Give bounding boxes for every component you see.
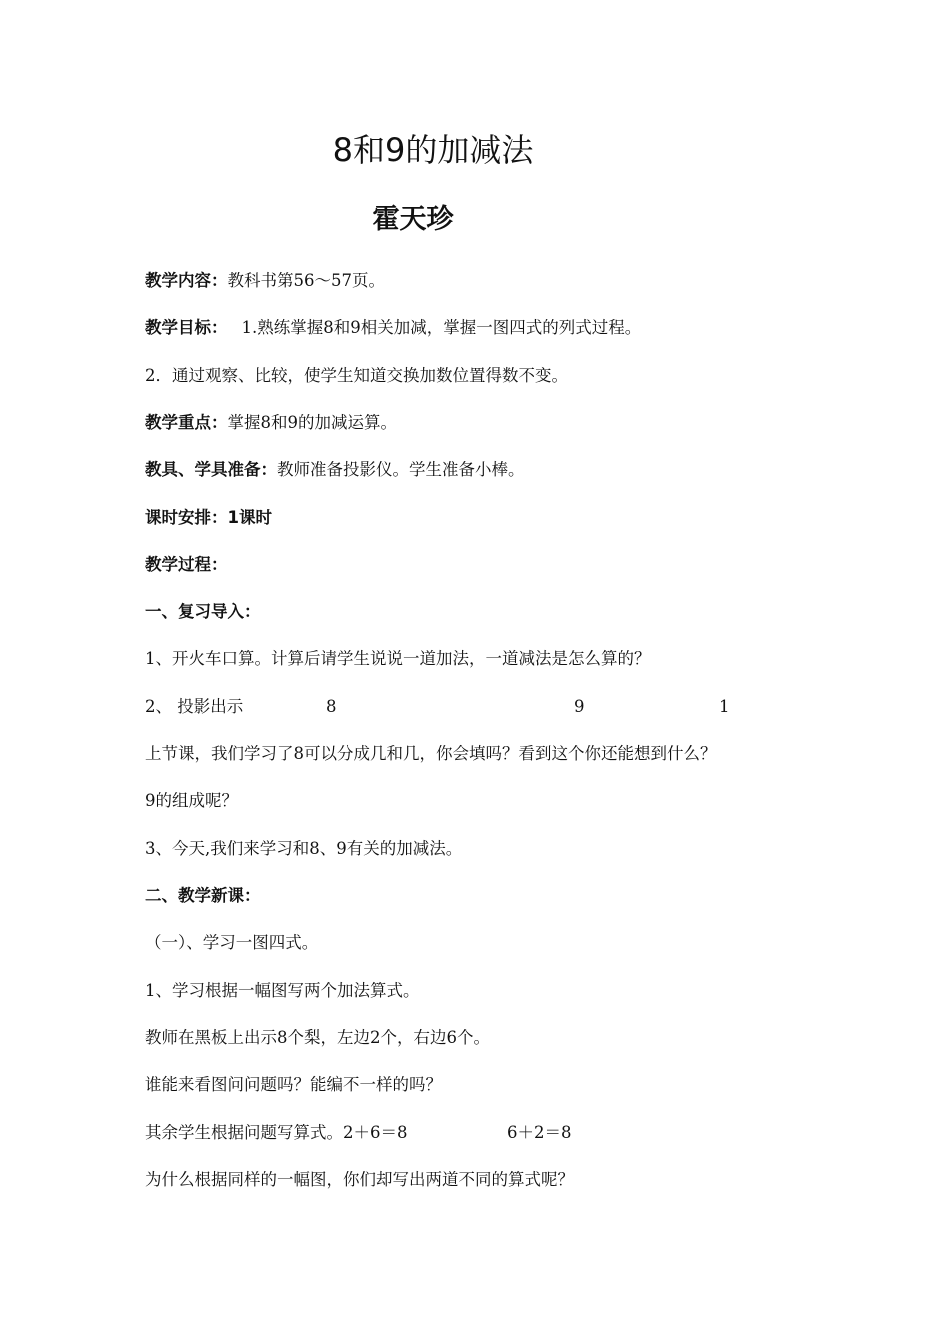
section1-item1: 1、开火车口算。计算后请学生说说一道加法，一道减法是怎么算的？	[145, 649, 651, 668]
teaching-goal-label: 教学目标：	[145, 318, 228, 337]
teaching-goal	[145, 316, 641, 340]
projection-number-9: 9	[574, 697, 585, 716]
section1-item2-label: 2、 投影出示	[145, 697, 244, 716]
section1-para2: 9的组成呢？	[145, 791, 238, 810]
author-name: 霍天珍	[372, 204, 454, 235]
projection-number-8: 8	[326, 697, 337, 716]
section2-item1: 1、学习根据一幅图写两个加法算式。	[145, 981, 420, 1000]
section2-line3-equation-b: 6＋2＝8	[507, 1123, 572, 1142]
section2-line3	[145, 1121, 408, 1145]
section1-para1: 上节课，我们学习了8可以分成几和几，你会填吗？看到这个你还能想到什么？	[145, 744, 717, 763]
section2-line4: 为什么根据同样的一幅图，你们却写出两道不同的算式呢？	[145, 1170, 574, 1189]
teaching-focus-label: 教学重点：	[145, 413, 228, 432]
schedule: 课时安排：1课时	[145, 508, 272, 527]
teaching-goal-text-1: 1.熟练掌握8和9相关加减，掌握一图四式的列式过程。	[241, 318, 642, 337]
section2-sub1: （一）、学习一图四式。	[145, 933, 319, 952]
teaching-tools-label: 教具、学具准备：	[145, 460, 277, 479]
teaching-goal-text-2: 2．通过观察、比较，使学生知道交换加数位置得数不变。	[145, 366, 568, 385]
section1-heading: 一、复习导入：	[145, 602, 261, 621]
teaching-focus-text: 掌握8和9的加减运算。	[227, 413, 397, 432]
teaching-focus	[145, 411, 397, 435]
teaching-content	[145, 269, 385, 293]
section2-line1: 教师在黑板上出示8个梨，左边2个，右边6个。	[145, 1028, 490, 1047]
process-heading: 教学过程：	[145, 555, 228, 574]
teaching-tools	[145, 458, 525, 482]
projection-number-1: 1	[719, 697, 730, 716]
section2-line2: 谁能来看图问问题吗？能编不一样的吗？	[145, 1075, 442, 1094]
teaching-content-text: 教科书第56～57页。	[227, 271, 385, 290]
section2-line3-text: 其余学生根据问题写算式。2＋6＝8	[145, 1123, 408, 1142]
teaching-content-label: 教学内容：	[145, 271, 228, 290]
teaching-tools-text: 教师准备投影仪。学生准备小棒。	[277, 460, 525, 479]
section1-item3: 3、今天,我们来学习和8、9有关的加减法。	[145, 839, 463, 858]
page-title: 8和9的加减法	[332, 131, 534, 169]
section1-item2	[145, 695, 243, 719]
section2-heading: 二、教学新课：	[145, 886, 261, 905]
